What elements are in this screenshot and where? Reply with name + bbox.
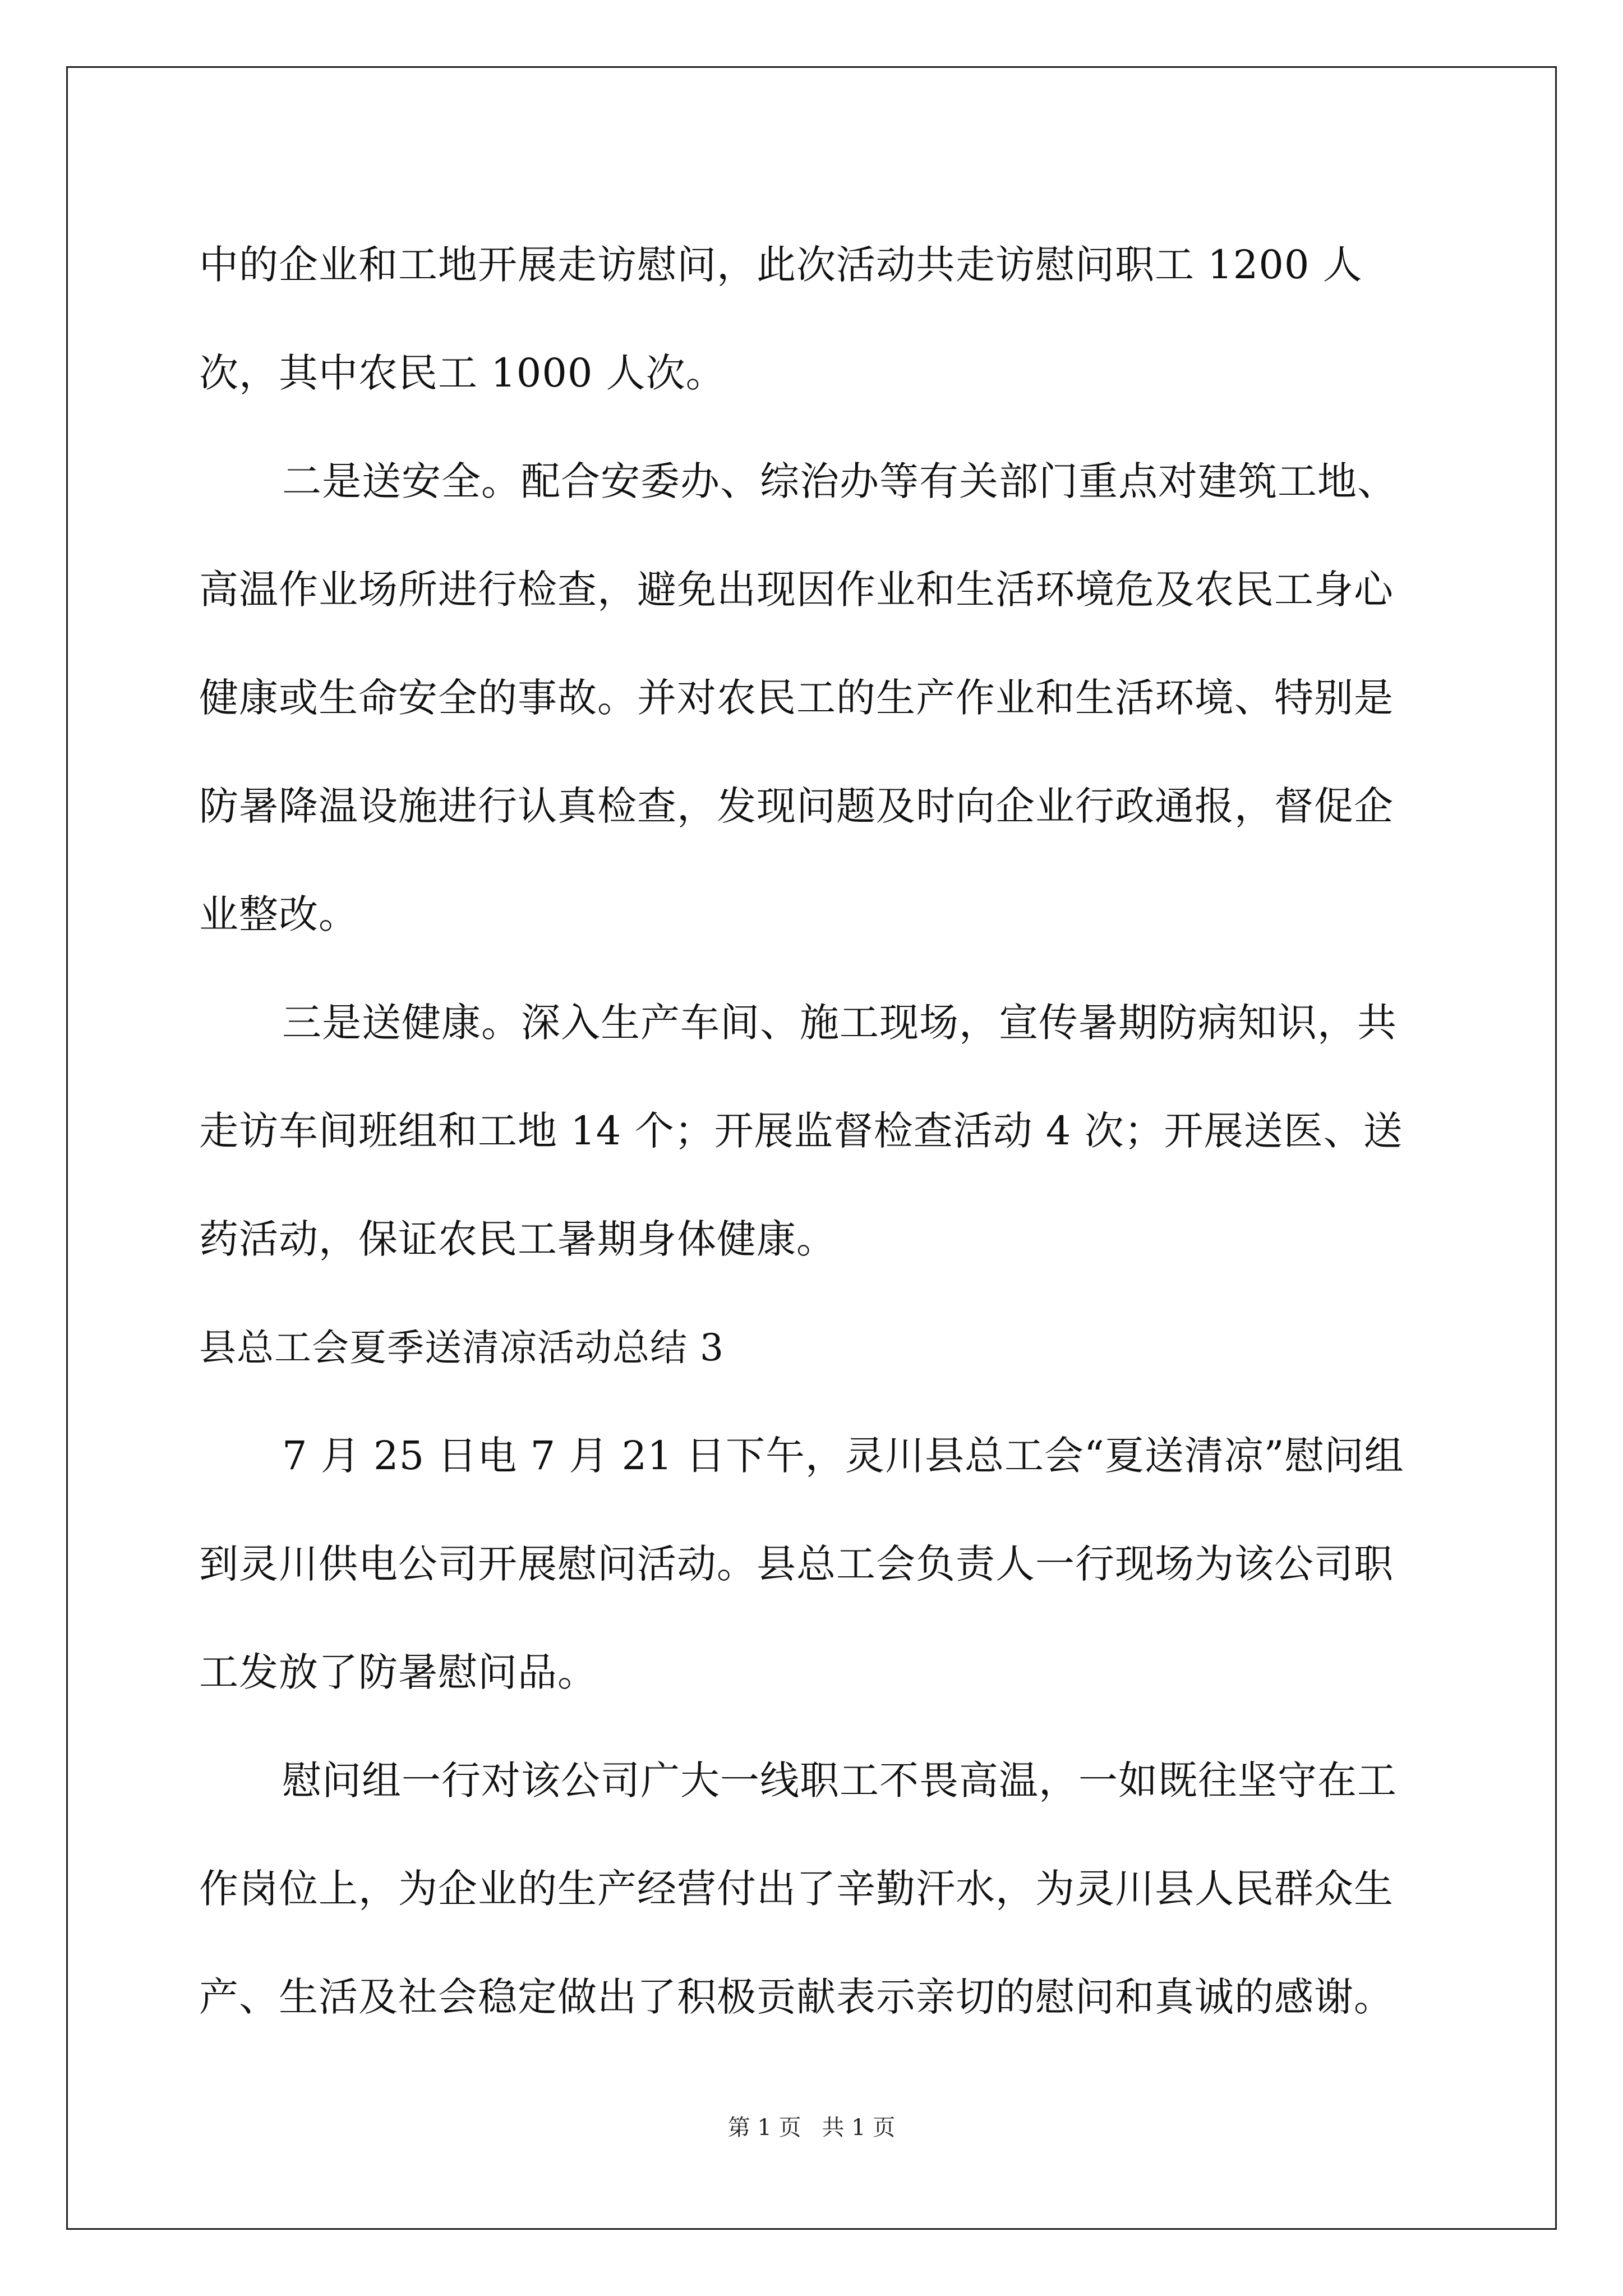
- page-total: 共 1 页: [822, 2115, 896, 2141]
- page-footer: [0, 2111, 1623, 2145]
- paragraph-safety: 二是送安全。配合安委办、综治办等有关部门重点对建筑工地、高温作业场所进行检查，避免出现因作业和生活环境危及农民工身心健康或生命安全的事故。并对农民工的生产作业和生活环境、特别是防暑降温设施进行认真检查，发现问题及时向企业行政通报，督促企业整改。: [199, 458, 1397, 937]
- document-body: [199, 211, 1433, 2051]
- page-number: 第 1 页: [727, 2115, 801, 2141]
- section-heading: 县总工会夏季送清凉活动总结 3: [199, 1326, 724, 1369]
- paragraph-health: 三是送健康。深入生产车间、施工现场，宣传暑期防病知识，共走访车间班组和工地 14 个；开展监督检查活动 4 次；开展送医、送药活动，保证农民工暑期身体健康。: [199, 1000, 1403, 1262]
- paragraph-visit: 7 月 25 日电 7 月 21 日下午，灵川县总工会“夏送清凉”慰问组到灵川供电公司开展慰问活动。县总工会负责人一行现场为该公司职工发放了防暑慰问品。: [199, 1433, 1404, 1695]
- paragraph-continuation: 中的企业和工地开展走访慰问，此次活动共走访慰问职工 1200 人次，其中农民工 1000 人次。: [199, 242, 1363, 396]
- paragraph-thanks: 慰问组一行对该公司广大一线职工不畏高温，一如既往坚守在工作岗位上，为企业的生产经营付出了辛勤汗水，为灵川县人民群众生产、生活及社会稳定做出了积极贡献表示亲切的慰问和真诚的感谢。: [199, 1757, 1397, 2020]
